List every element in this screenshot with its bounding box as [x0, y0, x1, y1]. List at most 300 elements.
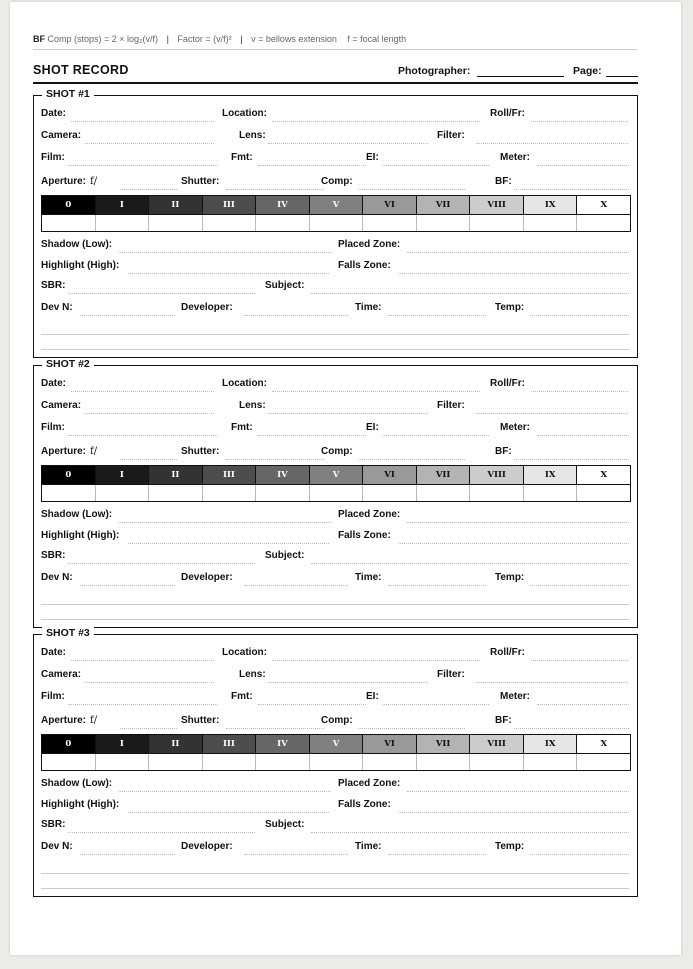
camera-field[interactable] — [85, 413, 214, 414]
placed-label — [338, 778, 400, 789]
aperture-label — [41, 446, 97, 457]
camera-label — [41, 130, 81, 141]
notes-line[interactable] — [41, 604, 629, 605]
falls-label-text: Falls Zone: — [338, 530, 391, 541]
shadow-label-text: Shadow (Low): — [41, 509, 113, 520]
separator: | — [166, 34, 169, 44]
camera-label-text: Camera: — [41, 400, 82, 411]
camera-label — [41, 400, 81, 411]
temp-label-text: Temp: — [495, 841, 525, 852]
subject-field[interactable] — [311, 832, 629, 833]
fmt-field[interactable] — [258, 435, 366, 436]
zone-cell: IX — [524, 735, 578, 753]
notes-line[interactable] — [41, 334, 629, 335]
time-field[interactable] — [388, 854, 486, 855]
sbr-label — [41, 819, 65, 830]
highlight-label-text: Highlight (High): — [41, 530, 120, 541]
ei-label — [366, 422, 379, 433]
highlight-label-text: Highlight (High): — [41, 260, 120, 271]
zone-entry-cell[interactable] — [363, 754, 417, 770]
bf-field[interactable] — [514, 459, 629, 460]
shadow-label — [41, 239, 112, 250]
zone-entry-cell[interactable] — [203, 215, 257, 231]
meter-label-text: Meter: — [500, 422, 531, 433]
devn-label — [41, 302, 73, 313]
temp-label-text: Temp: — [495, 572, 525, 583]
zone-cell: IV — [256, 466, 310, 484]
shutter-label-text: Shutter: — [181, 446, 220, 457]
shadow-label-text: Shadow (Low): — [41, 239, 113, 250]
aperture-label — [41, 715, 97, 726]
shot-block — [33, 88, 638, 358]
devn-field[interactable] — [80, 585, 175, 586]
zone-scale — [41, 195, 631, 232]
date-label — [41, 647, 66, 658]
highlight-field[interactable] — [128, 273, 329, 274]
lens-label — [239, 669, 266, 680]
zone-cell: IV — [256, 735, 310, 753]
zone-cell: IV — [256, 196, 310, 214]
highlight-label-text: Highlight (High): — [41, 799, 120, 810]
zone-cell: III — [203, 466, 257, 484]
developer-field[interactable] — [244, 854, 348, 855]
camera-field[interactable] — [85, 143, 214, 144]
placed-field[interactable] — [407, 791, 629, 792]
sbr-field[interactable] — [68, 563, 255, 564]
zone-entry-cell[interactable] — [256, 754, 310, 770]
f-stop-symbol: f/ — [90, 176, 98, 187]
page-header — [33, 60, 638, 84]
bf-label-text: BF: — [495, 176, 512, 187]
zone-cell: V — [310, 466, 364, 484]
fmt-label — [231, 422, 253, 433]
zone-entry-cell[interactable] — [470, 485, 524, 501]
zone-cell: V — [310, 735, 364, 753]
zone-entry-cell[interactable] — [524, 485, 578, 501]
shadow-label — [41, 778, 112, 789]
bf-field[interactable] — [514, 189, 629, 190]
placed-field[interactable] — [407, 252, 629, 253]
devn-field[interactable] — [80, 854, 175, 855]
falls-field[interactable] — [398, 812, 629, 813]
meter-label — [500, 422, 530, 433]
subject-field[interactable] — [311, 563, 629, 564]
aperture-field[interactable] — [120, 189, 177, 190]
film-label — [41, 691, 65, 702]
fmt-field[interactable] — [258, 165, 366, 166]
placed-label-text: Placed Zone: — [338, 509, 401, 520]
page-title: SHOT RECORD — [33, 63, 129, 77]
ei-label-text: EI: — [366, 422, 379, 433]
devn-label-text: Dev N: — [41, 302, 73, 313]
f-definition: f = focal length — [347, 34, 407, 44]
time-label — [355, 302, 382, 313]
placed-label-text: Placed Zone: — [338, 239, 401, 250]
ei-field[interactable] — [382, 165, 489, 166]
comp-label-text: Comp: — [321, 176, 353, 187]
time-field[interactable] — [388, 315, 486, 316]
roll-label — [490, 647, 525, 658]
falls-field[interactable] — [398, 543, 629, 544]
zone-cell: III — [203, 735, 257, 753]
zone-entry-cell[interactable] — [417, 215, 471, 231]
zone-entry-cell[interactable] — [363, 485, 417, 501]
aperture-label — [41, 176, 97, 187]
zone-scale — [41, 465, 631, 502]
date-label — [41, 378, 66, 389]
ei-label-text: EI: — [366, 152, 379, 163]
zone-cell: VII — [417, 466, 471, 484]
zone-cell: II — [149, 466, 203, 484]
falls-label-text: Falls Zone: — [338, 260, 391, 271]
roll-label — [490, 378, 525, 389]
filter-label — [437, 130, 465, 141]
devn-field[interactable] — [80, 315, 175, 316]
sbr-label-text: SBR: — [41, 280, 66, 291]
placed-label-text: Placed Zone: — [338, 778, 401, 789]
shadow-field[interactable] — [118, 791, 331, 792]
falls-label — [338, 260, 391, 271]
lens-field[interactable] — [268, 143, 428, 144]
comp-label — [321, 446, 353, 457]
film-field[interactable] — [68, 435, 218, 436]
ei-field[interactable] — [382, 704, 489, 705]
subject-label-text: Subject: — [265, 280, 305, 291]
location-field[interactable] — [272, 121, 480, 122]
bf-field[interactable] — [514, 728, 629, 729]
falls-field[interactable] — [398, 273, 629, 274]
film-label-text: Film: — [41, 691, 65, 702]
meter-label-text: Meter: — [500, 152, 531, 163]
comp-field[interactable] — [358, 459, 465, 460]
film-label — [41, 422, 65, 433]
roll-field[interactable] — [531, 391, 628, 392]
zone-entry-cell[interactable] — [42, 485, 96, 501]
film-label — [41, 152, 65, 163]
zone-entry-cell[interactable] — [96, 485, 150, 501]
zone-entry-cell[interactable] — [363, 215, 417, 231]
zone-entry-cell[interactable] — [577, 215, 630, 231]
zone-entry-cell[interactable] — [149, 215, 203, 231]
notes-line[interactable] — [41, 873, 629, 874]
zone-cell: VII — [417, 735, 471, 753]
zone-cell: X — [577, 466, 630, 484]
location-label — [222, 108, 267, 119]
developer-label-text: Developer: — [181, 572, 233, 583]
filter-label — [437, 669, 465, 680]
comp-label-text: Comp: — [321, 715, 353, 726]
zone-entry-cell[interactable] — [42, 215, 96, 231]
zone-cell: 0 — [42, 466, 96, 484]
roll-label-text: Roll/Fr: — [490, 108, 525, 119]
fmt-field[interactable] — [258, 704, 366, 705]
shutter-label-text: Shutter: — [181, 176, 220, 187]
location-label-text: Location: — [222, 378, 267, 389]
lens-field[interactable] — [268, 682, 428, 683]
devn-label-text: Dev N: — [41, 572, 73, 583]
aperture-label-text: Aperture: — [41, 446, 87, 457]
subject-label-text: Subject: — [265, 819, 305, 830]
roll-label — [490, 108, 525, 119]
bf-label — [495, 446, 512, 457]
lens-label-text: Lens: — [239, 669, 266, 680]
meter-field[interactable] — [537, 435, 629, 436]
shot-block — [33, 358, 638, 628]
shutter-label-text: Shutter: — [181, 715, 220, 726]
zone-cell: X — [577, 735, 630, 753]
filter-field[interactable] — [476, 682, 628, 683]
roll-label-text: Roll/Fr: — [490, 647, 525, 658]
zone-cell: 0 — [42, 735, 96, 753]
developer-field[interactable] — [244, 585, 348, 586]
shutter-field[interactable] — [226, 459, 324, 460]
shutter-field[interactable] — [226, 189, 324, 190]
highlight-label — [41, 260, 119, 271]
zone-entry-cell[interactable] — [524, 215, 578, 231]
lens-label-text: Lens: — [239, 130, 266, 141]
factor-formula: Factor = (v/f)² — [177, 34, 232, 44]
location-label — [222, 378, 267, 389]
location-label — [222, 647, 267, 658]
filter-label-text: Filter: — [437, 669, 465, 680]
filter-field[interactable] — [476, 143, 628, 144]
sbr-label — [41, 550, 65, 561]
lens-label — [239, 130, 266, 141]
ei-label — [366, 691, 379, 702]
date-field[interactable] — [71, 391, 214, 392]
zone-cell: I — [96, 196, 150, 214]
ei-label — [366, 152, 379, 163]
photographer-field[interactable] — [477, 76, 564, 77]
meter-label — [500, 152, 530, 163]
sbr-label-text: SBR: — [41, 819, 66, 830]
zone-entry-cell[interactable] — [417, 754, 471, 770]
zone-entry-cell[interactable] — [203, 754, 257, 770]
placed-label — [338, 239, 400, 250]
subject-label — [265, 280, 304, 291]
zone-scale — [41, 734, 631, 771]
zone-entry-cell[interactable] — [256, 485, 310, 501]
time-label — [355, 572, 382, 583]
shutter-label — [181, 715, 219, 726]
page-number-field[interactable] — [606, 76, 638, 77]
zone-entry-cell[interactable] — [577, 485, 630, 501]
zone-cell: IX — [524, 466, 578, 484]
zone-entry-cell[interactable] — [417, 485, 471, 501]
highlight-label — [41, 530, 119, 541]
bf-label — [495, 176, 512, 187]
fmt-label — [231, 691, 253, 702]
zone-cell: VI — [363, 196, 417, 214]
fmt-label-text: Fmt: — [231, 691, 253, 702]
subject-label — [265, 819, 304, 830]
date-label-text: Date: — [41, 378, 67, 389]
zone-cell: VIII — [470, 196, 524, 214]
ei-label-text: EI: — [366, 691, 379, 702]
zone-entry-cell[interactable] — [149, 754, 203, 770]
location-label-text: Location: — [222, 108, 267, 119]
temp-label — [495, 841, 524, 852]
shot-title: SHOT #1 — [42, 88, 94, 100]
date-field[interactable] — [71, 660, 214, 661]
shot-title: SHOT #2 — [42, 358, 94, 370]
time-field[interactable] — [388, 585, 486, 586]
bf-label-text: BF: — [495, 715, 512, 726]
filter-label-text: Filter: — [437, 130, 465, 141]
temp-label — [495, 302, 524, 313]
location-field[interactable] — [272, 660, 480, 661]
separator: | — [240, 34, 243, 44]
falls-label-text: Falls Zone: — [338, 799, 391, 810]
zone-cell: II — [149, 196, 203, 214]
v-definition: v = bellows extension — [251, 34, 337, 44]
shutter-label — [181, 176, 219, 187]
developer-field[interactable] — [244, 315, 348, 316]
zone-cell: I — [96, 466, 150, 484]
shutter-label — [181, 446, 219, 457]
sbr-field[interactable] — [68, 832, 255, 833]
fmt-label — [231, 152, 253, 163]
zone-cell: I — [96, 735, 150, 753]
aperture-label-text: Aperture: — [41, 176, 87, 187]
temp-field[interactable] — [530, 585, 629, 586]
placed-label — [338, 509, 400, 520]
developer-label-text: Developer: — [181, 841, 233, 852]
shadow-field[interactable] — [118, 522, 331, 523]
meter-field[interactable] — [537, 704, 629, 705]
zone-cell: II — [149, 735, 203, 753]
aperture-field[interactable] — [120, 459, 177, 460]
subject-field[interactable] — [311, 293, 629, 294]
placed-field[interactable] — [407, 522, 629, 523]
zone-entry-cell[interactable] — [310, 215, 364, 231]
highlight-field[interactable] — [128, 812, 329, 813]
filter-label-text: Filter: — [437, 400, 465, 411]
comp-formula: Comp (stops) = 2 × log₂(v/f) — [47, 34, 159, 44]
comp-field[interactable] — [358, 189, 465, 190]
date-field[interactable] — [71, 121, 214, 122]
f-stop-symbol: f/ — [90, 446, 98, 457]
bf-label — [495, 715, 512, 726]
film-field[interactable] — [68, 165, 218, 166]
developer-label — [181, 841, 233, 852]
temp-label-text: Temp: — [495, 302, 525, 313]
ei-field[interactable] — [382, 435, 489, 436]
zone-cell: III — [203, 196, 257, 214]
meter-field[interactable] — [537, 165, 629, 166]
notes-line[interactable] — [41, 349, 629, 350]
temp-label — [495, 572, 524, 583]
subject-label — [265, 550, 304, 561]
devn-label — [41, 841, 73, 852]
zone-cell: VI — [363, 466, 417, 484]
zone-entry-cell[interactable] — [310, 485, 364, 501]
meter-label-text: Meter: — [500, 691, 531, 702]
zone-cell: VIII — [470, 735, 524, 753]
subject-label-text: Subject: — [265, 550, 305, 561]
zone-cell: VI — [363, 735, 417, 753]
zone-cell: X — [577, 196, 630, 214]
developer-label — [181, 302, 233, 313]
zone-entry-cell[interactable] — [149, 485, 203, 501]
photographer-label: Photographer: — [398, 65, 471, 77]
zone-entry-cell[interactable] — [96, 754, 150, 770]
zone-entry-cell[interactable] — [524, 754, 578, 770]
aperture-label-text: Aperture: — [41, 715, 87, 726]
shadow-label-text: Shadow (Low): — [41, 778, 113, 789]
time-label-text: Time: — [355, 572, 382, 583]
camera-label-text: Camera: — [41, 669, 82, 680]
filter-label — [437, 400, 465, 411]
date-label — [41, 108, 66, 119]
time-label-text: Time: — [355, 841, 382, 852]
notes-line[interactable] — [41, 619, 629, 620]
aperture-field[interactable] — [120, 728, 177, 729]
roll-field[interactable] — [531, 660, 628, 661]
page-number-label: Page: — [573, 65, 602, 77]
zone-entry-cell[interactable] — [310, 754, 364, 770]
camera-label-text: Camera: — [41, 130, 82, 141]
zone-entry-cell[interactable] — [96, 215, 150, 231]
zone-entry-cell[interactable] — [577, 754, 630, 770]
roll-field[interactable] — [531, 121, 628, 122]
falls-label — [338, 799, 391, 810]
camera-label — [41, 669, 81, 680]
comp-label — [321, 176, 353, 187]
shadow-field[interactable] — [118, 252, 331, 253]
date-label-text: Date: — [41, 647, 67, 658]
zone-cell: VIII — [470, 466, 524, 484]
devn-label-text: Dev N: — [41, 841, 73, 852]
temp-field[interactable] — [530, 854, 629, 855]
zone-entry-cell[interactable] — [256, 215, 310, 231]
lens-field[interactable] — [268, 413, 428, 414]
filter-field[interactable] — [476, 413, 628, 414]
highlight-field[interactable] — [128, 543, 329, 544]
formula-bar — [33, 34, 637, 50]
film-field[interactable] — [68, 704, 218, 705]
comp-label — [321, 715, 353, 726]
camera-field[interactable] — [85, 682, 214, 683]
notes-line[interactable] — [41, 888, 629, 889]
fmt-label-text: Fmt: — [231, 152, 253, 163]
time-label — [355, 841, 382, 852]
f-stop-symbol: f/ — [90, 715, 98, 726]
temp-field[interactable] — [530, 315, 629, 316]
comp-field[interactable] — [358, 728, 465, 729]
zone-entry-cell[interactable] — [470, 754, 524, 770]
meter-label — [500, 691, 530, 702]
zone-entry-cell[interactable] — [470, 215, 524, 231]
shutter-field[interactable] — [226, 728, 324, 729]
lens-label-text: Lens: — [239, 400, 266, 411]
comp-label-text: Comp: — [321, 446, 353, 457]
zone-cell: IX — [524, 196, 578, 214]
sbr-label — [41, 280, 65, 291]
zone-cell: 0 — [42, 196, 96, 214]
developer-label-text: Developer: — [181, 302, 233, 313]
fmt-label-text: Fmt: — [231, 422, 253, 433]
shot-block — [33, 627, 638, 897]
zone-entry-cell[interactable] — [42, 754, 96, 770]
zone-cell: VII — [417, 196, 471, 214]
location-field[interactable] — [272, 391, 480, 392]
zone-entry-cell[interactable] — [203, 485, 257, 501]
roll-label-text: Roll/Fr: — [490, 378, 525, 389]
sbr-field[interactable] — [68, 293, 255, 294]
devn-label — [41, 572, 73, 583]
sbr-label-text: SBR: — [41, 550, 66, 561]
